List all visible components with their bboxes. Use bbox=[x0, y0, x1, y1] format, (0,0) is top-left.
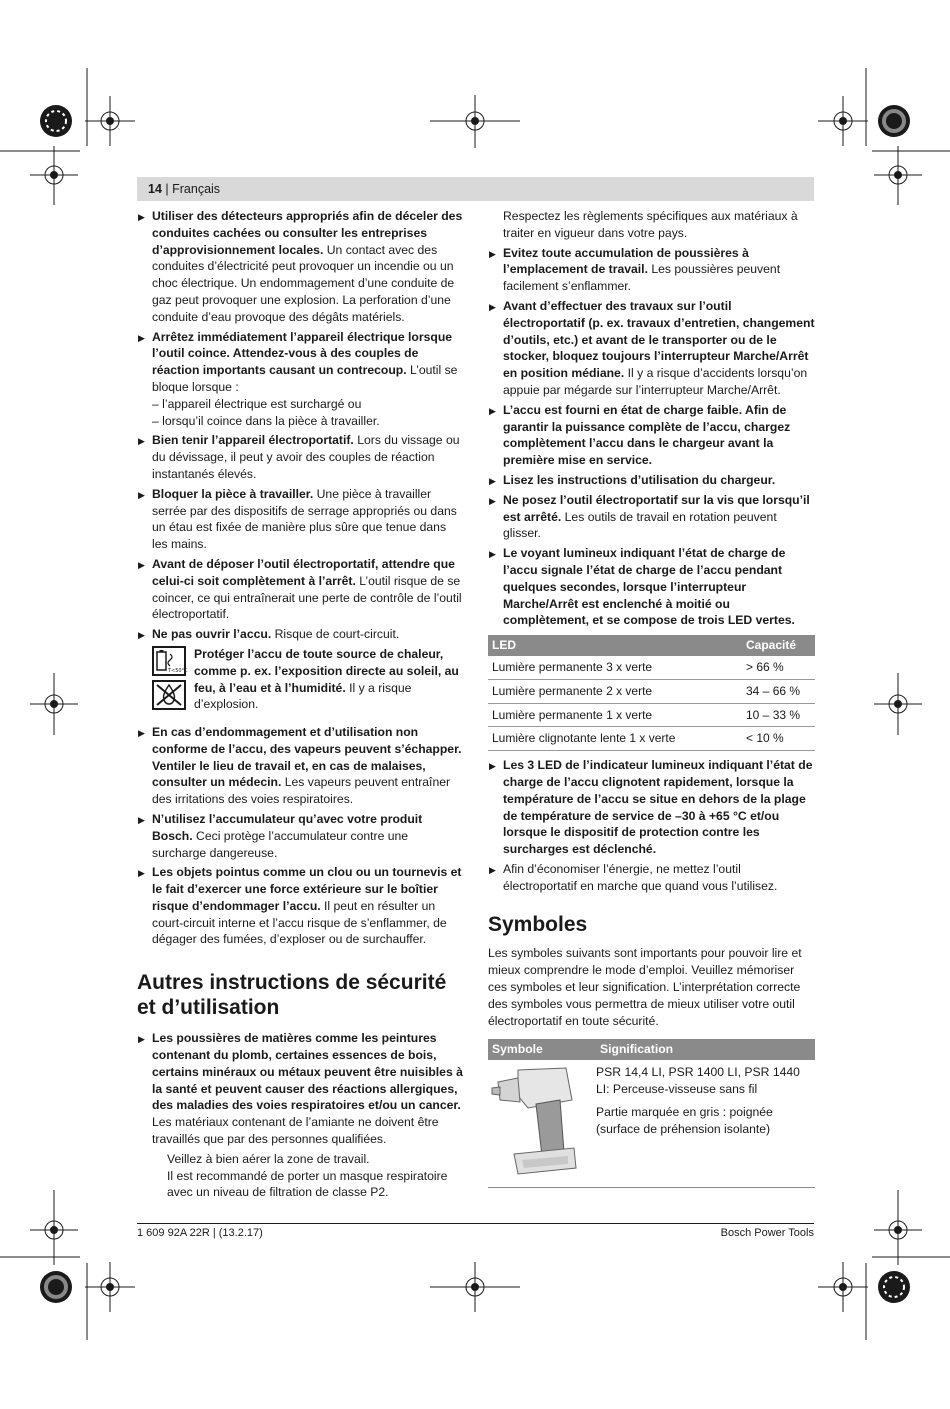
section-title: Autres instructions de sécurité et d’utilisation bbox=[137, 971, 447, 1020]
safety-item: ▶ Ne pas ouvrir l’accu. Risque de court-circuit. bbox=[137, 626, 464, 643]
led-table-header: LED bbox=[488, 635, 742, 656]
led-table-header: Capacité bbox=[742, 635, 815, 656]
safety-item: ▶ Bloquer la pièce à travailler. Une pièce à travailler serrée par des dispositifs de serrage appropriés ou dans un étau est fixée de manière plus sûre que tenue dans les mains. bbox=[137, 486, 464, 553]
page-number: 14 bbox=[148, 182, 162, 196]
symbols-title: Symboles bbox=[488, 913, 588, 937]
right-column bbox=[488, 208, 815, 1188]
table-row: Lumière permanente 2 x verte 34 – 66 % bbox=[488, 679, 815, 703]
drill-image bbox=[488, 1060, 596, 1187]
header-separator: | bbox=[165, 182, 169, 196]
safety-item: ▶ Ne posez l’outil électroportatif sur la vis que lorsqu’il est arrêté. Les outils de travail en rotation peuvent glisser. bbox=[488, 492, 815, 542]
safety-item: ▶ Bien tenir l’appareil électroportatif. Lors du vissage ou du dévissage, il peut y avoir des couples de réaction instantanés élevés. bbox=[137, 432, 464, 482]
safety-item: ▶ Lisez les instructions d’utilisation du chargeur. bbox=[488, 472, 815, 489]
symbol-description: Partie marquée en gris : poignée (surface de préhension isolante) bbox=[596, 1105, 773, 1136]
heat-warning: T<50°C Protéger l’accu de toute source de chaleur, comme p. ex. l’exposition directe au soleil, au feu, à l’eau et à l’humidité. Il y a risque d’explosion. bbox=[137, 646, 464, 714]
no-water-icon bbox=[152, 680, 186, 710]
dust-note: Il est recommandé de porter un masque respiratoire avec un niveau de filtration de classe P2. bbox=[167, 1168, 448, 1200]
safety-item: ▶ Avant de déposer l’outil électroportatif, attendre que celui-ci soit complètement à l’arrêt. L’outil risque de se coincer, ce qui entraînerait une perte de contrôle de l’outil électroportatif. bbox=[137, 556, 464, 623]
page-header bbox=[137, 177, 814, 201]
safety-item: ▶ Afin d’économiser l’énergie, ne mettez l’outil électroportatif en marche que quand vous l’utilisez. bbox=[488, 861, 815, 895]
dash-line: – l’appareil électrique est surchargé ou bbox=[152, 396, 362, 411]
table-row bbox=[488, 1060, 815, 1188]
dash-line: – lorsqu’il coince dans la pièce à travailler. bbox=[152, 413, 380, 428]
svg-text:T<50°C: T<50°C bbox=[168, 667, 188, 674]
safety-item: ▶ En cas d’endommagement et d’utilisation non conforme de l’accu, des vapeurs peuvent s’échapper. Ventiler le lieu de travail et, en cas de malaises, consulter un médecin. Les vapeurs peuvent entraîner des irritations des voies respiratoires. bbox=[137, 724, 464, 808]
safety-item: ▶ Les objets pointus comme un clou ou un tournevis et le fait d’exercer une force extérieure sur le boîtier risque d’endommager l’accu. Il peut en résulter un court-circuit interne et l’accu risque de s’enflammer, de dégager des fumées, d’exploser ou de surchauffer. bbox=[137, 864, 464, 948]
safety-item: ▶ N’utilisez l’accumulateur qu’avec votre produit Bosch. Ceci protège l’accumulateur contre une surcharge dangereuse. bbox=[137, 811, 464, 861]
symbol-description: PSR 14,4 LI, PSR 1400 LI, PSR 1440 LI: Perceuse-visseuse sans fil bbox=[596, 1065, 800, 1097]
table-row: Lumière permanente 3 x verte > 66 % bbox=[488, 656, 815, 679]
safety-item: ▶ Arrêtez immédiatement l’appareil électrique lorsque l’outil coince. Attendez-vous à des couples de réaction importants causant un contrecoup. L’outil se bloque lorsque : bbox=[137, 329, 464, 396]
symbol-table-header: Symbole Signification bbox=[488, 1039, 815, 1060]
page-footer bbox=[137, 1223, 814, 1239]
footer-brand: Bosch Power Tools bbox=[720, 1227, 814, 1239]
safety-item: ▶ L’accu est fourni en état de charge faible. Afin de garantir la puissance complète de l’accu, chargez complètement l’accu dans le chargeur avant la première mise en service. bbox=[488, 402, 815, 469]
header-language: Français bbox=[172, 182, 221, 196]
safety-item: ▶ Evitez toute accumulation de poussières à l’emplacement de travail. Les poussières peuvent facilement s’enflammer. bbox=[488, 245, 815, 295]
battery-temperature-icon bbox=[152, 646, 186, 676]
safety-item: ▶ Le voyant lumineux indiquant l’état de charge de l’accu signale l’état de charge de l’accu pendant quelques secondes, lorsque l’interrupteur Marche/Arrêt est enclenché à moitié ou complètement, et se compose de trois LED vertes. bbox=[488, 545, 815, 629]
safety-item: ▶ Les 3 LED de l’indicateur lumineux indiquant l’état de charge de l’accu clignotent rapidement, lorsque la température de l’accu se situe en dehors de la plage de température de service de –30 à +65 °C et/ou lorsque le dispositif de protection contre les surcharges est déclenché. bbox=[488, 757, 815, 858]
safety-item: ▶ Avant d’effectuer des travaux sur l’outil électroportatif (p. ex. travaux d’entretien, changement d’outils, etc.) et avant de le transporter ou de le stocker, bloquez toujours l’interrupteur Marche/Arrêt en position médiane. Il y a risque d’accidents lorsqu’on appuie par mégarde sur l’interrupteur Marche/Arrêt. bbox=[488, 298, 815, 399]
safety-item: ▶ Utiliser des détecteurs appropriés afin de déceler des conduites cachées ou consulter les entreprises d’approvisionnement locales. Un contact avec des conduites d’électricité peut provoquer un incendie ou un choc électrique. Un endommagement d’une conduite de gaz peut provoquer une explosion. La perforation d’une conduite d’eau provoque des dégâts matériels. bbox=[137, 208, 464, 326]
symbol-table bbox=[488, 1039, 815, 1188]
led-table bbox=[488, 635, 815, 751]
lead-text: Respectez les règlements spécifiques aux matériaux à traiter en vigueur dans votre pays. bbox=[503, 209, 798, 240]
table-row: Lumière permanente 1 x verte 10 – 33 % bbox=[488, 703, 815, 727]
safety-item: ▶ Les poussières de matières comme les peintures contenant du plomb, certaines essences de bois, certains minéraux ou métaux peuvent être nuisibles à la santé et peuvent causer des réactions allergiques, des maladies des voies respiratoires et/ou un cancer. Les matériaux contenant de l’amiante ne doivent être travaillés que par des personnes qualifiées. bbox=[137, 1030, 464, 1148]
table-row: Lumière clignotante lente 1 x verte < 10 % bbox=[488, 727, 815, 751]
left-column bbox=[137, 208, 464, 1201]
footer-reference: 1 609 92A 22R | (13.2.17) bbox=[137, 1227, 263, 1239]
symbols-intro: Les symboles suivants sont importants pour pouvoir lire et mieux comprendre le mode d’emploi. Veuillez mémoriser ces symboles et leur signification. L’interprétation correcte des symboles vous permettra de mieux utiliser votre outil électroportatif en toute sécurité. bbox=[488, 946, 802, 1028]
dust-note: Veillez à bien aérer la zone de travail. bbox=[167, 1151, 370, 1166]
